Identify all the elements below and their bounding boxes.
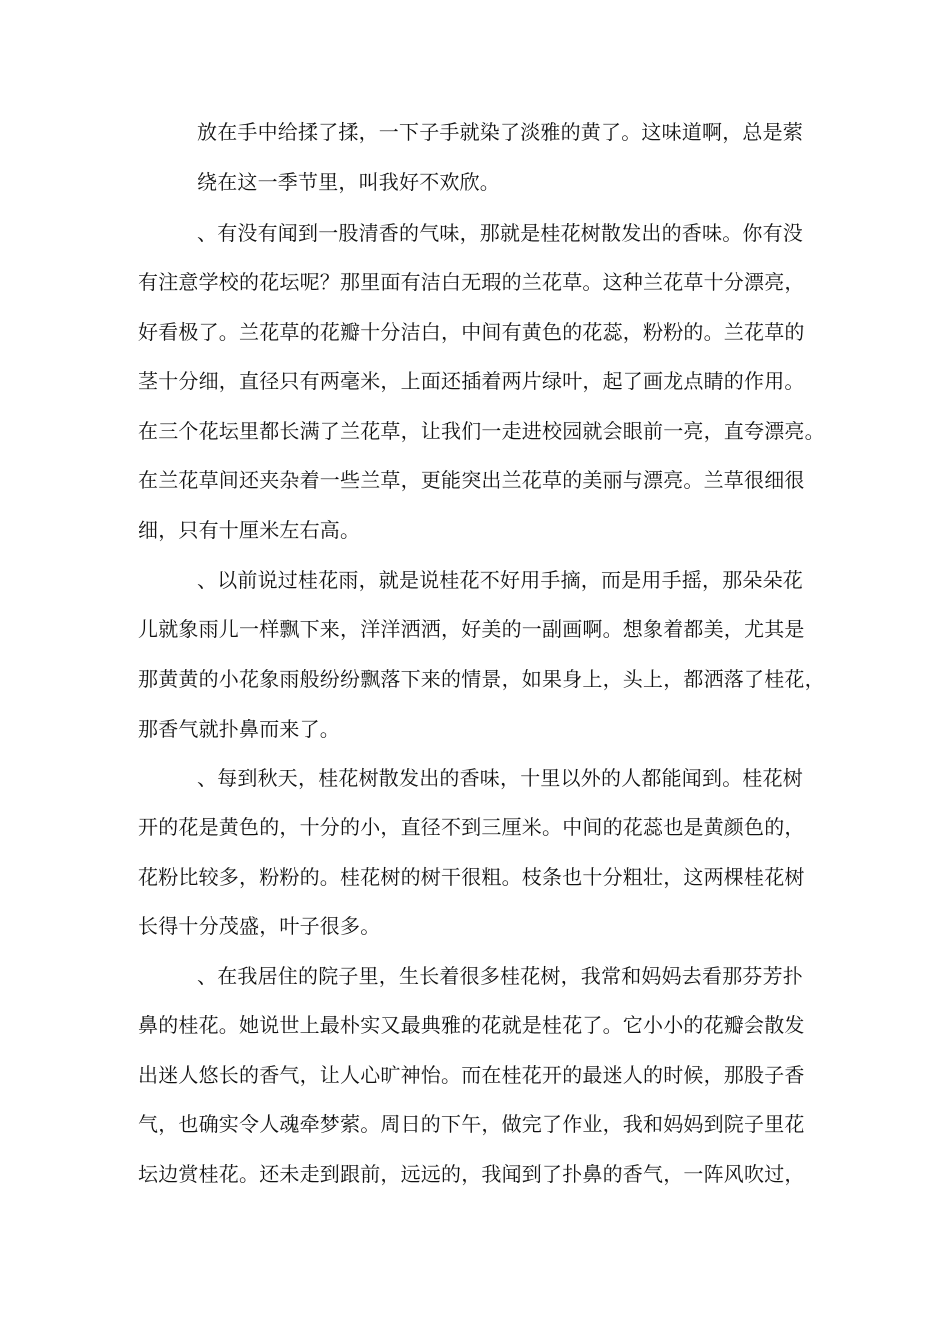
text-line: 鼻的桂花。她说世上最朴实又最典雅的花就是桂花了。它小小的花瓣会散发 [138, 1013, 805, 1037]
paragraph-start-line: 、每到秋天，桂花树散发出的香味，十里以外的人都能闻到。桂花树 [197, 766, 803, 790]
text-line: 出迷人悠长的香气，让人心旷神怡。而在桂花开的最迷人的时候，那股子香 [138, 1063, 805, 1087]
paragraph-start-line: 、在我居住的院子里，生长着很多桂花树，我常和妈妈去看那芬芳扑 [197, 964, 803, 988]
text-line: 细，只有十厘米左右高。 [138, 518, 361, 542]
text-line: 好看极了。兰花草的花瓣十分洁白，中间有黄色的花蕊，粉粉的。兰花草的 [138, 320, 805, 344]
text-line: 长得十分茂盛，叶子很多。 [138, 914, 381, 938]
text-line: 在三个花坛里都长满了兰花草，让我们一走进校园就会眼前一亮，直夸漂亮。 [138, 419, 825, 443]
text-line: 气，也确实令人魂牵梦萦。周日的下午，做完了作业，我和妈妈到院子里花 [138, 1112, 805, 1136]
text-line: 有注意学校的花坛呢？那里面有洁白无瑕的兰花草。这种兰花草十分漂亮， [138, 270, 805, 294]
text-line: 花粉比较多，粉粉的。桂花树的树干很粗。枝条也十分粗壮，这两棵桂花树 [138, 865, 805, 889]
text-line: 放在手中给揉了揉，一下子手就染了淡雅的黄了。这味道啊，总是萦 [197, 120, 803, 144]
text-line: 在兰花草间还夹杂着一些兰草，更能突出兰花草的美丽与漂亮。兰草很细很 [138, 468, 805, 492]
text-line: 坛边赏桂花。还未走到跟前，远远的，我闻到了扑鼻的香气，一阵风吹过， [138, 1162, 805, 1186]
paragraph-start-line: 、有没有闻到一股清香的气味，那就是桂花树散发出的香味。你有没 [197, 221, 803, 245]
paragraph-start-line: 、以前说过桂花雨，就是说桂花不好用手摘，而是用手摇，那朵朵花 [197, 568, 803, 592]
text-line: 开的花是黄色的，十分的小，直径不到三厘米。中间的花蕊也是黄颜色的， [138, 815, 805, 839]
text-line: 那黄黄的小花象雨般纷纷飘落下来的情景，如果身上，头上，都洒落了桂花， [138, 667, 825, 691]
text-line: 儿就象雨儿一样飘下来，洋洋洒洒，好美的一副画啊。想象着都美，尤其是 [138, 617, 805, 641]
text-line: 茎十分细，直径只有两毫米，上面还插着两片绿叶，起了画龙点睛的作用。 [138, 369, 805, 393]
text-line: 绕在这一季节里，叫我好不欢欣。 [197, 170, 500, 194]
text-line: 那香气就扑鼻而来了。 [138, 717, 340, 741]
